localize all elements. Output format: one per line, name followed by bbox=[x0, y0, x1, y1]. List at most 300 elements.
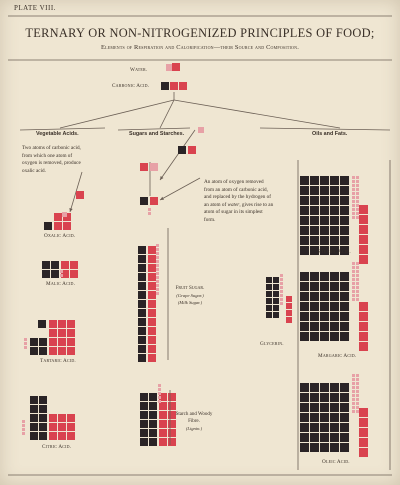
carbon-atom bbox=[310, 332, 319, 341]
oxygen-atom bbox=[148, 246, 156, 254]
carbon-atom bbox=[330, 393, 339, 402]
oxygen-atom bbox=[359, 438, 368, 447]
margaric-acid-label: Margaric Acid. bbox=[318, 353, 357, 359]
oxygen-atom bbox=[148, 291, 156, 299]
carbon-atom bbox=[300, 322, 309, 331]
carbon-atom bbox=[300, 186, 309, 195]
oxygen-atom bbox=[67, 329, 75, 337]
carbon-atom bbox=[330, 292, 339, 301]
carbon-atom bbox=[340, 393, 349, 402]
hydrogen-atom bbox=[356, 286, 359, 289]
carbon-atom bbox=[39, 405, 47, 413]
hydrogen-atom bbox=[352, 216, 355, 219]
hydrogen-atom bbox=[352, 192, 355, 195]
oxygen-atom bbox=[58, 338, 66, 346]
arrow-line bbox=[160, 130, 195, 180]
hydrogen-atom bbox=[352, 262, 355, 265]
carbon-atom bbox=[266, 312, 272, 318]
hydrogen-atom bbox=[352, 200, 355, 203]
oxygen-atom bbox=[286, 317, 292, 323]
oxygen-atom bbox=[76, 191, 84, 199]
carbon-atom bbox=[300, 196, 309, 205]
oxygen-atom bbox=[286, 296, 292, 302]
oxygen-atom bbox=[159, 429, 167, 437]
hydrogen-atom bbox=[356, 410, 359, 413]
carbon-atom bbox=[320, 423, 329, 432]
hydrogen-atom bbox=[156, 272, 159, 275]
oxygen-atom bbox=[49, 414, 57, 422]
hydrogen-atom bbox=[280, 282, 283, 285]
hydrogen-atom bbox=[167, 64, 171, 68]
carbon-atom bbox=[340, 226, 349, 235]
header-sugars-starches: Sugars and Starches. bbox=[129, 131, 185, 137]
plate-subtitle: Elements of Respiration and Calorification—their Source and Composition. bbox=[100, 44, 300, 51]
hydrogen-atom bbox=[356, 184, 359, 187]
carbon-atom bbox=[300, 272, 309, 281]
hydrogen-atom bbox=[352, 298, 355, 301]
oxygen-atom bbox=[179, 82, 187, 90]
hydrogen-atom bbox=[356, 386, 359, 389]
hydrogen-atom bbox=[352, 410, 355, 413]
carbon-atom bbox=[273, 277, 279, 283]
hydrogen-atom bbox=[352, 382, 355, 385]
hydrogen-atom bbox=[356, 294, 359, 297]
carbon-atom bbox=[178, 146, 186, 154]
carbon-atom bbox=[310, 423, 319, 432]
carbon-atom bbox=[300, 226, 309, 235]
carbon-atom bbox=[273, 298, 279, 304]
oxygen-atom bbox=[49, 432, 57, 440]
header-oils-fats: Oils and Fats. bbox=[312, 131, 348, 137]
carbon-atom bbox=[320, 322, 329, 331]
carbon-atom bbox=[140, 438, 148, 446]
hydrogen-atom bbox=[280, 298, 283, 301]
oxygen-atom bbox=[70, 261, 78, 269]
section-rule bbox=[118, 128, 190, 130]
oxygen-atom bbox=[58, 320, 66, 328]
oxygen-atom bbox=[67, 414, 75, 422]
oxygen-atom bbox=[359, 322, 368, 331]
oxygen-atom bbox=[286, 310, 292, 316]
carbon-atom bbox=[300, 282, 309, 291]
hydrogen-atom bbox=[352, 390, 355, 393]
carbon-atom bbox=[310, 206, 319, 215]
hydrogen-atom bbox=[352, 184, 355, 187]
carbon-atom bbox=[266, 298, 272, 304]
carbon-atom bbox=[39, 396, 47, 404]
carbon-atom bbox=[310, 383, 319, 392]
oxygen-atom bbox=[359, 408, 368, 417]
carbon-atom bbox=[30, 432, 38, 440]
carbon-atom bbox=[330, 302, 339, 311]
carbon-atom bbox=[320, 433, 329, 442]
carbon-atom bbox=[273, 312, 279, 318]
carbon-atom bbox=[138, 309, 146, 317]
oxygen-atom bbox=[359, 428, 368, 437]
carbon-atom bbox=[310, 413, 319, 422]
hydrogen-atom bbox=[22, 424, 25, 427]
carbon-atom bbox=[340, 443, 349, 452]
oxygen-atom bbox=[168, 393, 176, 401]
oxygen-atom bbox=[150, 197, 158, 205]
tree-branch-left bbox=[60, 100, 174, 128]
carbon-atom bbox=[310, 322, 319, 331]
hydrogen-atom bbox=[156, 252, 159, 255]
oxygen-atom bbox=[359, 312, 368, 321]
carbon-atom bbox=[140, 393, 148, 401]
carbon-atom bbox=[310, 216, 319, 225]
hydrogen-atom bbox=[22, 420, 25, 423]
hydrogen-atom bbox=[280, 286, 283, 289]
hydrogen-atom bbox=[352, 394, 355, 397]
carbon-atom bbox=[340, 206, 349, 215]
oxygen-atom bbox=[286, 303, 292, 309]
carbon-atom bbox=[138, 273, 146, 281]
oxygen-atom bbox=[172, 63, 180, 71]
hydrogen-atom bbox=[24, 346, 27, 349]
carbon-atom bbox=[320, 413, 329, 422]
carbon-atom bbox=[340, 272, 349, 281]
fruit-sugar-label: Fruit Sugar. (Grape Sugar.) (Milk Sugar.) bbox=[175, 286, 205, 305]
hydrogen-atom bbox=[22, 428, 25, 431]
hydrogen-atom bbox=[352, 398, 355, 401]
oxygen-atom bbox=[58, 347, 66, 355]
hydrogen-atom bbox=[352, 188, 355, 191]
oxygen-atom bbox=[148, 264, 156, 272]
oxygen-atom bbox=[58, 432, 66, 440]
carbon-atom bbox=[330, 216, 339, 225]
oxygen-atom bbox=[49, 347, 57, 355]
carbon-atom bbox=[310, 403, 319, 412]
oxygen-atom bbox=[170, 82, 178, 90]
carbon-atom bbox=[330, 383, 339, 392]
carbon-atom bbox=[330, 236, 339, 245]
hydrogen-atom bbox=[156, 280, 159, 283]
tree-branch-right bbox=[174, 100, 340, 128]
oxygen-atom bbox=[49, 329, 57, 337]
carbon-atom bbox=[138, 291, 146, 299]
oxygen-atom bbox=[148, 354, 156, 362]
plate-number: PLATE VIII. bbox=[14, 4, 56, 12]
hydrogen-atom bbox=[352, 176, 355, 179]
carbon-atom bbox=[340, 176, 349, 185]
carbon-atom bbox=[51, 270, 59, 278]
hydrogen-atom bbox=[352, 278, 355, 281]
hydrogen-atom bbox=[352, 378, 355, 381]
carbon-atom bbox=[300, 302, 309, 311]
oxygen-atom bbox=[148, 336, 156, 344]
carbon-atom bbox=[320, 226, 329, 235]
header-vegetable-acids: Vegetable Acids. bbox=[36, 131, 79, 137]
hydrogen-atom bbox=[352, 282, 355, 285]
carbon-atom bbox=[330, 443, 339, 452]
carbon-atom bbox=[138, 327, 146, 335]
oxygen-atom bbox=[359, 205, 368, 214]
hydrogen-atom bbox=[352, 294, 355, 297]
carbon-atom bbox=[30, 347, 38, 355]
oxygen-atom bbox=[54, 213, 62, 221]
carbon-atom bbox=[330, 282, 339, 291]
carbon-atom bbox=[273, 305, 279, 311]
section-rule bbox=[20, 128, 105, 130]
hydrogen-atom bbox=[356, 390, 359, 393]
oxygen-atom bbox=[159, 402, 167, 410]
hydrogen-atom bbox=[356, 282, 359, 285]
oxygen-atom bbox=[148, 327, 156, 335]
oxygen-atom bbox=[159, 420, 167, 428]
carbon-atom bbox=[138, 255, 146, 263]
carbon-atom bbox=[330, 433, 339, 442]
oxygen-atom bbox=[148, 318, 156, 326]
carbon-atom bbox=[140, 197, 148, 205]
carbon-atom bbox=[310, 443, 319, 452]
oxygen-atom bbox=[188, 146, 196, 154]
carbon-atom bbox=[266, 305, 272, 311]
carbon-atom bbox=[273, 284, 279, 290]
hydrogen-atom bbox=[356, 406, 359, 409]
hydrogen-atom bbox=[22, 432, 25, 435]
carbon-atom bbox=[44, 222, 52, 230]
oxygen-atom bbox=[148, 345, 156, 353]
oxalic-acid-label: Oxalic Acid. bbox=[44, 233, 76, 239]
hydrogen-atom bbox=[352, 386, 355, 389]
oxygen-atom bbox=[148, 255, 156, 263]
hydrogen-atom bbox=[356, 176, 359, 179]
carbon-atom bbox=[149, 429, 157, 437]
hydrogen-atom bbox=[356, 192, 359, 195]
oxygen-atom bbox=[359, 448, 368, 457]
carbon-atom bbox=[330, 196, 339, 205]
arrow-line bbox=[160, 178, 200, 200]
carbon-atom bbox=[320, 332, 329, 341]
carbon-atom bbox=[140, 402, 148, 410]
oxygen-atom bbox=[359, 215, 368, 224]
carbon-atom bbox=[340, 282, 349, 291]
carbon-atom bbox=[300, 443, 309, 452]
hydrogen-atom bbox=[352, 402, 355, 405]
carbon-atom bbox=[320, 272, 329, 281]
carbon-atom bbox=[330, 322, 339, 331]
oxygen-atom bbox=[67, 423, 75, 431]
hydrogen-atom bbox=[356, 278, 359, 281]
oxygen-atom bbox=[49, 423, 57, 431]
oxygen-atom bbox=[168, 402, 176, 410]
carbon-atom bbox=[39, 338, 47, 346]
oxygen-atom bbox=[49, 320, 57, 328]
carbon-atom bbox=[300, 423, 309, 432]
carbon-atom bbox=[310, 292, 319, 301]
hydrogen-atom bbox=[352, 266, 355, 269]
hydrogen-atom bbox=[352, 180, 355, 183]
oxygen-atom bbox=[168, 438, 176, 446]
oxygen-atom bbox=[49, 338, 57, 346]
carbon-atom bbox=[320, 282, 329, 291]
carbon-atom bbox=[320, 206, 329, 215]
carbon-atom bbox=[340, 433, 349, 442]
oxygen-atom bbox=[359, 418, 368, 427]
hydrogen-atom bbox=[356, 398, 359, 401]
carbon-atom bbox=[138, 318, 146, 326]
oxygen-atom bbox=[159, 411, 167, 419]
carbon-atom bbox=[340, 312, 349, 321]
carbon-atom bbox=[138, 345, 146, 353]
carbon-atom bbox=[310, 176, 319, 185]
carbon-atom bbox=[320, 196, 329, 205]
hydrogen-atom bbox=[352, 274, 355, 277]
carbon-atom bbox=[320, 312, 329, 321]
hydrogen-atom bbox=[356, 212, 359, 215]
carbon-atom bbox=[330, 332, 339, 341]
hydrogen-atom bbox=[24, 338, 27, 341]
hydrogen-atom bbox=[280, 290, 283, 293]
carbon-atom bbox=[140, 429, 148, 437]
hydrogen-atom bbox=[24, 342, 27, 345]
hydrogen-atom bbox=[156, 276, 159, 279]
carbon-atom bbox=[51, 261, 59, 269]
hydrogen-atom bbox=[356, 290, 359, 293]
carbon-atom bbox=[310, 272, 319, 281]
carbon-atom bbox=[320, 403, 329, 412]
carbon-atom bbox=[138, 300, 146, 308]
carbon-atom bbox=[340, 292, 349, 301]
carbon-atom bbox=[310, 186, 319, 195]
carbon-atom bbox=[320, 186, 329, 195]
carbon-atom bbox=[138, 354, 146, 362]
plate-title: TERNARY OR NON-NITROGENIZED PRINCIPLES OF FOOD; bbox=[25, 26, 375, 40]
carbon-atom bbox=[42, 261, 50, 269]
carbon-atom bbox=[39, 423, 47, 431]
oxygen-atom bbox=[61, 261, 69, 269]
hydrogen-atom bbox=[158, 384, 161, 387]
hydrogen-atom bbox=[156, 248, 159, 251]
carbon-atom bbox=[149, 402, 157, 410]
carbon-atom bbox=[266, 284, 272, 290]
carbon-atom bbox=[300, 312, 309, 321]
oxygen-atom bbox=[63, 222, 71, 230]
carbon-atom bbox=[330, 206, 339, 215]
carbon-atom bbox=[149, 420, 157, 428]
oxygen-atom bbox=[67, 338, 75, 346]
tartaric-acid-label: Tartaric Acid. bbox=[40, 358, 76, 364]
carbon-atom bbox=[300, 236, 309, 245]
hydrogen-atom bbox=[60, 274, 63, 277]
carbon-atom bbox=[310, 302, 319, 311]
hydrogen-atom bbox=[280, 294, 283, 297]
hydrogen-atom bbox=[356, 208, 359, 211]
carbon-atom bbox=[330, 413, 339, 422]
hydrogen-atom bbox=[280, 302, 283, 305]
hydrogen-atom bbox=[356, 374, 359, 377]
hydrogen-atom bbox=[356, 200, 359, 203]
carbon-atom bbox=[273, 291, 279, 297]
carbon-atom bbox=[138, 264, 146, 272]
hydrogen-atom bbox=[62, 212, 67, 217]
tree-branch-mid bbox=[160, 100, 174, 128]
carbon-atom bbox=[30, 414, 38, 422]
oxygen-atom bbox=[58, 329, 66, 337]
carbon-atom bbox=[320, 383, 329, 392]
carbon-atom bbox=[340, 413, 349, 422]
arrowhead bbox=[160, 176, 163, 180]
citric-acid-label: Citric Acid. bbox=[42, 444, 72, 450]
hydrogen-atom bbox=[60, 270, 63, 273]
carbon-atom bbox=[300, 403, 309, 412]
carbon-atom bbox=[340, 186, 349, 195]
carbon-atom bbox=[42, 270, 50, 278]
hydrogen-atom bbox=[198, 127, 204, 133]
hydrogen-atom bbox=[356, 378, 359, 381]
hydrogen-atom bbox=[156, 260, 159, 263]
carbon-atom bbox=[300, 433, 309, 442]
carbon-atom bbox=[39, 347, 47, 355]
malic-acid-label: Malic Acid. bbox=[46, 281, 76, 287]
hydrogen-atom bbox=[356, 394, 359, 397]
hydrogen-atom bbox=[352, 196, 355, 199]
hydrogen-atom bbox=[148, 208, 151, 211]
hydrogen-atom bbox=[356, 262, 359, 265]
oxygen-atom bbox=[58, 423, 66, 431]
carbon-atom bbox=[310, 393, 319, 402]
hydrogen-atom bbox=[356, 298, 359, 301]
carbon-atom bbox=[310, 433, 319, 442]
hydrogen-atom bbox=[352, 374, 355, 377]
carbon-atom bbox=[320, 292, 329, 301]
carbon-atom bbox=[330, 226, 339, 235]
carbon-atom bbox=[320, 236, 329, 245]
oxygen-atom bbox=[359, 302, 368, 311]
carbon-atom bbox=[340, 332, 349, 341]
carbon-atom bbox=[30, 405, 38, 413]
oxygen-atom bbox=[359, 245, 368, 254]
carbon-atom bbox=[330, 272, 339, 281]
carbon-atom bbox=[320, 443, 329, 452]
carbon-atom bbox=[30, 423, 38, 431]
hydrogen-atom bbox=[156, 264, 159, 267]
oxygen-atom bbox=[58, 414, 66, 422]
carbon-atom bbox=[138, 246, 146, 254]
carbon-atom bbox=[300, 176, 309, 185]
sugar-note: An atom of oxygen removed from an atom of carbonic acid, and replaced by the hydrogen of an atom of water, gives rise to an atom of sugar in its simplest form. bbox=[204, 179, 274, 223]
hydrogen-atom bbox=[352, 208, 355, 211]
hydrogen-atom bbox=[356, 180, 359, 183]
hydrogen-atom bbox=[158, 396, 161, 399]
carbon-atom bbox=[330, 312, 339, 321]
hydrogen-atom bbox=[156, 292, 159, 295]
carbon-atom bbox=[340, 383, 349, 392]
carbon-atom bbox=[330, 186, 339, 195]
hydrogen-atom bbox=[150, 163, 158, 171]
carbon-atom bbox=[138, 336, 146, 344]
carbon-atom bbox=[330, 423, 339, 432]
hydrogen-atom bbox=[158, 388, 161, 391]
oxygen-atom bbox=[159, 438, 167, 446]
carbon-atom bbox=[310, 196, 319, 205]
carbon-atom bbox=[340, 322, 349, 331]
hydrogen-atom bbox=[356, 382, 359, 385]
hydrogen-atom bbox=[352, 204, 355, 207]
oxygen-atom bbox=[148, 300, 156, 308]
carbon-atom bbox=[340, 196, 349, 205]
carbon-atom bbox=[300, 393, 309, 402]
oxygen-atom bbox=[359, 225, 368, 234]
oxygen-atom bbox=[67, 432, 75, 440]
carbon-atom bbox=[310, 236, 319, 245]
hydrogen-atom bbox=[356, 216, 359, 219]
carbon-atom bbox=[30, 396, 38, 404]
carbon-atom bbox=[340, 403, 349, 412]
carbon-atom bbox=[300, 246, 309, 255]
carbon-atom bbox=[300, 292, 309, 301]
